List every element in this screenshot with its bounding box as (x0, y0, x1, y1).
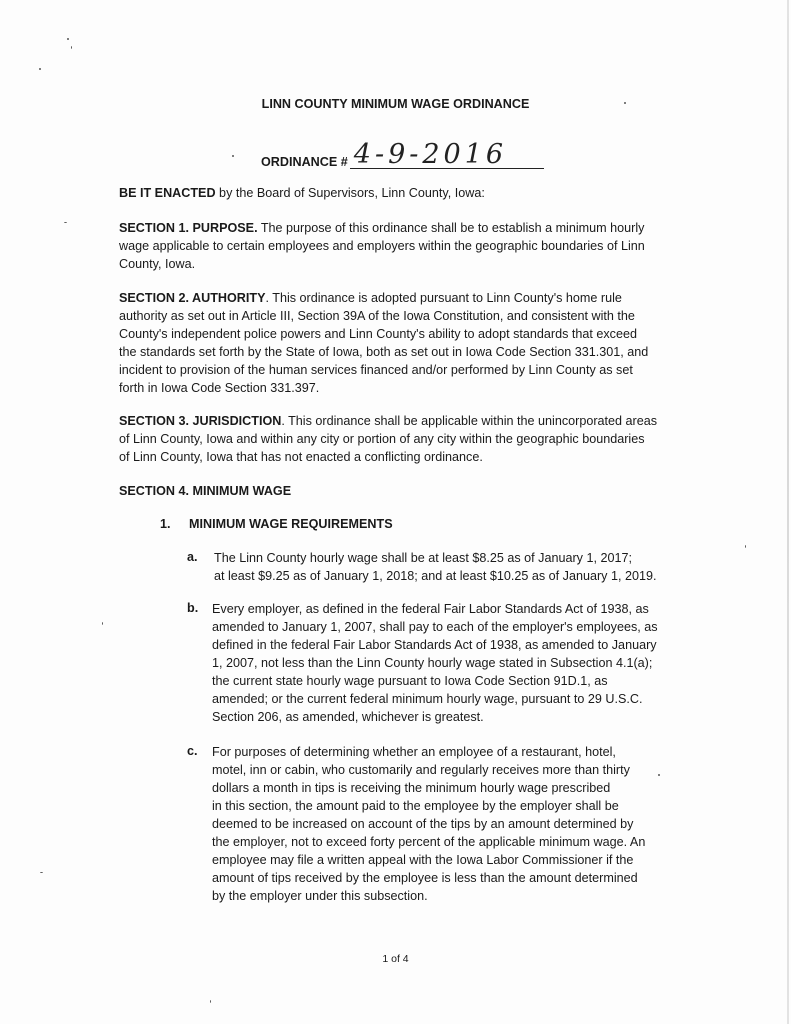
section-1-line-2: wage applicable to certain employees and employers within the geographic boundaries of Linn (119, 239, 645, 253)
scan-speck (67, 38, 69, 40)
section-2-line-5: incident to provision of the human services financed and/or performed by Linn County as set (119, 363, 633, 377)
section-2-line-2: authority as set out in Article III, Section 39A of the Iowa Constitution, and consistent with the (119, 309, 635, 323)
document-title: LINN COUNTY MINIMUM WAGE ORDINANCE (261, 97, 530, 111)
scan-speck (40, 872, 43, 873)
section-3-line-1 (119, 413, 657, 431)
item-a-line-1: The Linn County hourly wage shall be at least $8.25 as of January 1, 2017; (214, 551, 632, 565)
section-1-line-1 (119, 220, 644, 238)
scan-speck (39, 68, 41, 70)
scan-speck (745, 545, 746, 548)
enactment-clause (119, 185, 485, 203)
item-b-line-7: Section 206, as amended, whichever is greatest. (212, 710, 484, 724)
section-3-text: . This ordinance shall be applicable within the unincorporated areas (281, 414, 658, 428)
scan-speck (232, 155, 234, 157)
item-c-line-9: by the employer under this subsection. (212, 889, 428, 903)
section-2-line-1 (119, 290, 622, 308)
item-a-label: a. (187, 550, 198, 564)
subsection-1-number: 1. (160, 517, 171, 531)
scan-speck (658, 774, 660, 776)
enacted-bold: BE IT ENACTED (119, 186, 216, 200)
enacted-text: by the Board of Supervisors, Linn County, Iowa: (215, 186, 485, 200)
scan-speck (71, 46, 72, 49)
section-4-heading: SECTION 4. MINIMUM WAGE (119, 484, 292, 498)
ordinance-number-handwritten: 4-9-2016 (353, 139, 508, 170)
ordinance-number-field (350, 139, 544, 170)
ordinance-number-line (261, 139, 544, 170)
item-b-line-1: Every employer, as defined in the federal Fair Labor Standards Act of 1938, as (212, 602, 649, 616)
item-c-line-6: the employer, not to exceed forty percent of the applicable minimum wage. An (212, 835, 646, 849)
section-2-heading: SECTION 2. AUTHORITY (119, 291, 266, 305)
item-c-line-7: employee may file a written appeal with the Iowa Labor Commissioner if the (212, 853, 634, 867)
item-b-label: b. (187, 601, 199, 615)
section-2-line-3: County's independent police powers and Linn County's ability to adopt standards that exceed (119, 327, 637, 341)
scan-speck (210, 1000, 211, 1003)
scan-speck (102, 622, 103, 625)
section-3-line-3: of Linn County, Iowa that has not enacted a conflicting ordinance. (119, 450, 483, 464)
item-c-line-4: in this section, the amount paid to the employee by the employer shall be (212, 799, 619, 813)
section-2-text: . This ordinance is adopted pursuant to Linn County's home rule (265, 291, 622, 305)
section-2-line-4: the standards set forth by the State of Iowa, both as set out in Iowa Code Section 331.301, and (119, 345, 649, 359)
item-c-label: c. (187, 744, 198, 758)
item-b-line-2: amended to January 1, 2007, shall pay to each of the employer's employees, as (212, 620, 658, 634)
section-3-heading: SECTION 3. JURISDICTION (119, 414, 282, 428)
section-2-line-6: forth in Iowa Code Section 331.397. (119, 381, 320, 395)
subsection-1-heading: MINIMUM WAGE REQUIREMENTS (189, 517, 393, 531)
item-c-line-2: motel, inn or cabin, who customarily and regularly receives more than thirty (212, 763, 630, 777)
section-3-line-2: of Linn County, Iowa and within any city or portion of any city within the geographic boundaries (119, 432, 645, 446)
section-1-heading: SECTION 1. PURPOSE. (119, 221, 258, 235)
item-c-line-5: deemed to be increased on account of the tips by an amount determined by (212, 817, 634, 831)
section-1-line-3: County, Iowa. (119, 257, 196, 271)
item-a-line-2: at least $9.25 as of January 1, 2018; and at least $10.25 as of January 1, 2019. (214, 569, 657, 583)
item-c-line-8: amount of tips received by the employee is less than the amount determined (212, 871, 638, 885)
item-b-line-5: the current state hourly wage pursuant to Iowa Code Section 91D.1, as (212, 674, 608, 688)
ordinance-label: ORDINANCE # (261, 155, 348, 169)
scan-speck (64, 222, 67, 223)
item-b-line-3: defined in the federal Fair Labor Standards Act of 1938, as amended to January (212, 638, 657, 652)
item-c-line-1: For purposes of determining whether an employee of a restaurant, hotel, (212, 745, 616, 759)
item-b-line-4: 1, 2007, not less than the Linn County hourly wage stated in Subsection 4.1(a); (212, 656, 653, 670)
scan-edge (787, 0, 789, 1024)
section-1-text: The purpose of this ordinance shall be to establish a minimum hourly (257, 221, 645, 235)
item-c-line-3: dollars a month in tips is receiving the minimum hourly wage prescribed (212, 781, 611, 795)
page-number: 1 of 4 (382, 953, 409, 965)
item-b-line-6: amended; or the current federal minimum hourly wage, pursuant to 29 U.S.C. (212, 692, 643, 706)
